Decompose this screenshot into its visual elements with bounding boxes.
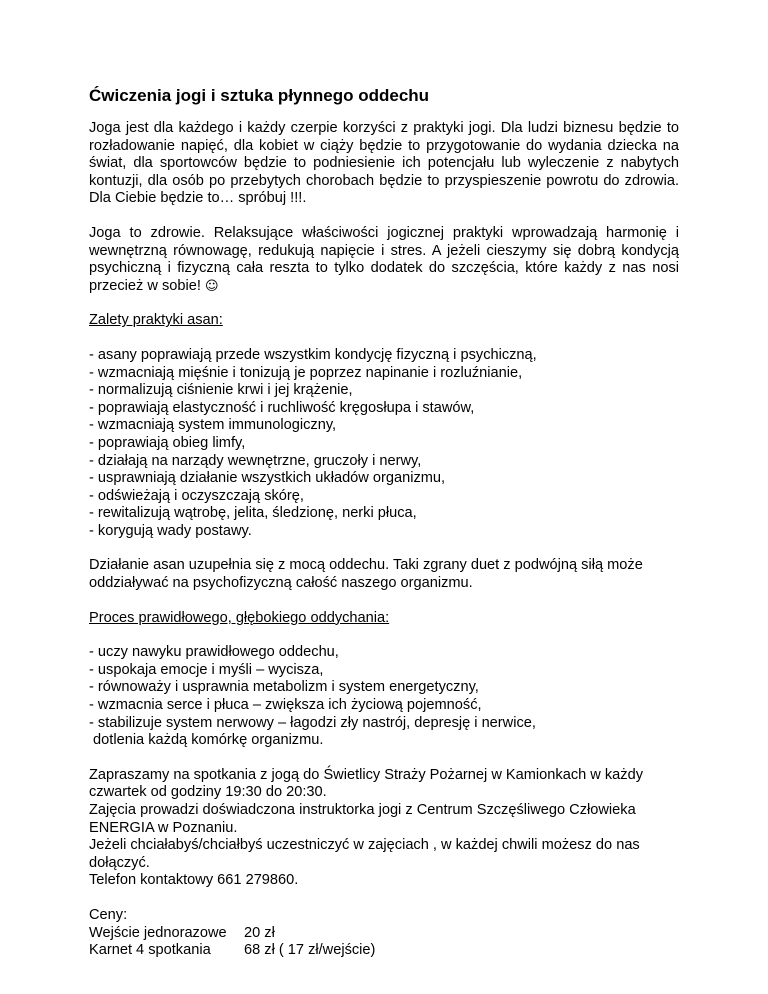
prices-table [89, 925, 679, 960]
breathing-benefits-list [89, 644, 679, 750]
document-body [89, 86, 679, 960]
list-item: - uczy nawyku prawidłowego oddechu, [89, 644, 339, 661]
asana-heading: Zalety praktyki asan: [89, 312, 223, 329]
smiley-icon: ☺ [205, 278, 219, 294]
phone-line: Telefon kontaktowy 661 279860. [89, 872, 299, 889]
list-item: - asany poprawiają przede wszystkim kondycję fizyczną i psychiczną, [89, 346, 537, 363]
list-item: - wzmacnia serce i płuca – zwiększa ich życiową pojemność, [89, 697, 482, 714]
list-item: - działają na narządy wewnętrzne, gruczoły i nerwy, [89, 452, 422, 469]
list-item: - stabilizuje system nerwowy – łagodzi zły nastrój, depresję i nerwice, [89, 714, 536, 731]
list-item: - normalizują ciśnienie krwi i jej krążenie, [89, 382, 353, 399]
list-item: - wzmacniają mięśnie i tonizują je poprzez napinanie i rozluźnianie, [89, 364, 523, 381]
health-paragraph [89, 225, 679, 295]
list-item: - rewitalizują wątrobę, jelita, śledzionę, nerki płuca, [89, 505, 417, 522]
asana-benefits-list [89, 347, 679, 541]
list-item: - korygują wady postawy. [89, 522, 252, 539]
price-label: Karnet 4 spotkania [89, 942, 211, 959]
intro-paragraph: Joga jest dla każdego i każdy czerpie korzyści z praktyki jogi. Dla ludzi biznesu będzie to rozładowanie napięć, dla kobiet w ciąży będzie to przygotowanie do wydania dziecka na świat, dla sportowców będzie to podniesienie ich potencjału lub wyleczenie z nabytych kontuzji, dla osób po przebytych chorobach będzie to przyspieszenie powrotu do zdrowia. Dla Ciebie będzie to… spróbuj !!!. [89, 120, 679, 207]
instructor-line: Zajęcia prowadzi doświadczona instruktorka jogi z Centrum Szczęśliwego Człowieka ENERGIA w Poznaniu. [89, 802, 636, 836]
breath-paragraph: Działanie asan uzupełnia się z mocą oddechu. Taki zgrany duet z podwójną siłą może oddziaływać na psychofizyczną całość naszego organizmu. [89, 557, 643, 592]
invitation-line: Zapraszamy na spotkania z jogą do Świetlicy Straży Pożarnej w Kamionkach w każdy czwartek od godziny 19:30 do 20:30. [89, 766, 643, 801]
list-item: - równoważy i usprawnia metabolizm i system energetyczny, [89, 679, 479, 696]
health-paragraph-text: Joga to zdrowie. Relaksujące właściwości jogicznej praktyki wprowadzają harmonię i wewnętrzną równowagę, redukują napięcie i stres. A jeżeli cieszymy się dobrą kondycją psychiczną i fizyczną cała reszta to tylko dodatek do szczęścia, które każdy z nas nosi przecież w sobie! [89, 224, 679, 294]
breathing-heading: Proces prawidłowego, głębokiego oddychania: [89, 609, 390, 626]
list-item: dotlenia każdą komórkę organizmu. [89, 732, 324, 749]
price-value: 20 zł [244, 924, 275, 941]
page-title: Ćwiczenia jogi i sztuka płynnego oddechu [89, 86, 430, 105]
join-line: Jeżeli chciałabyś/chciałbyś uczestniczyć w zajęciach , w każdej chwili możesz do nas dołączyć. [89, 837, 640, 871]
price-value: 68 zł ( 17 zł/wejście) [244, 942, 376, 959]
list-item: - poprawiają elastyczność i ruchliwość kręgosłupa i stawów, [89, 399, 475, 416]
list-item: - uspokaja emocje i myśli – wycisza, [89, 661, 324, 678]
prices-heading: Ceny: [89, 906, 128, 923]
list-item: - odświeżają i oczyszczają skórę, [89, 487, 304, 504]
list-item: - usprawniają działanie wszystkich układów organizmu, [89, 470, 446, 487]
list-item: - poprawiają obieg limfy, [89, 434, 246, 451]
list-item: - wzmacniają system immunologiczny, [89, 417, 337, 434]
price-label: Wejście jednorazowe [89, 924, 227, 941]
